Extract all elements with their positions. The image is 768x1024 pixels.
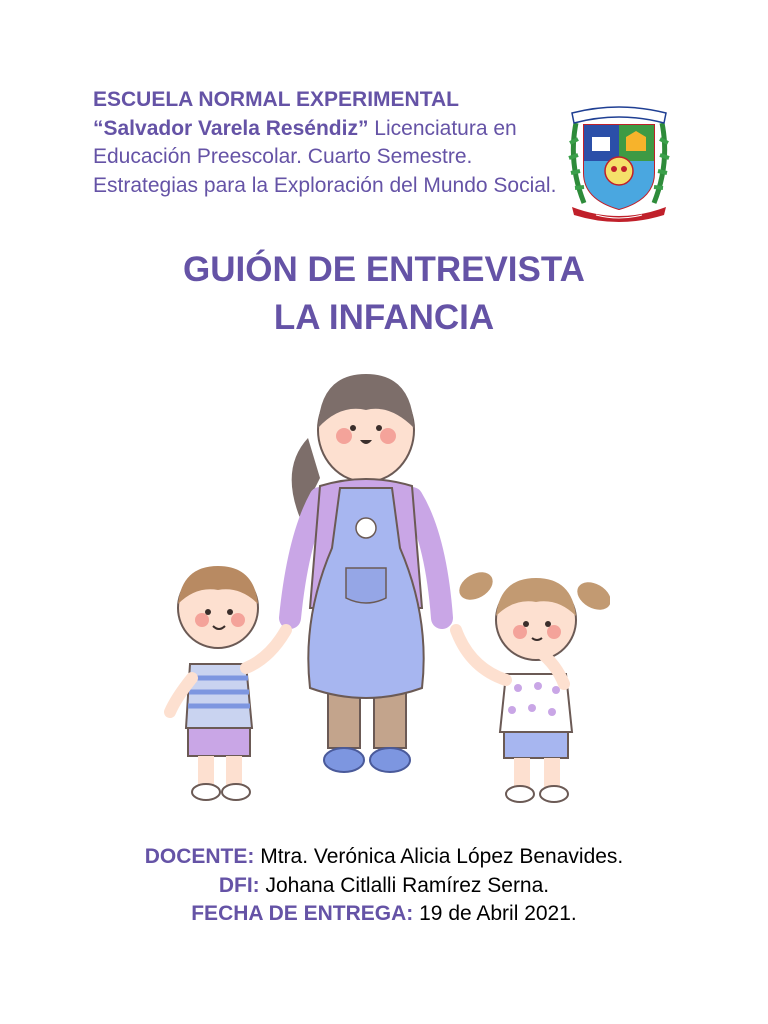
- due-date-label: FECHA DE ENTREGA:: [191, 902, 414, 925]
- student-line: [0, 874, 768, 898]
- teacher-line: [0, 845, 768, 869]
- teacher-label: DOCENTE:: [144, 845, 255, 868]
- document-title: GUIÓN DE ENTREVISTA: [183, 250, 585, 289]
- student-label: DFI:: [218, 874, 260, 897]
- teacher-name: Mtra. Verónica Alicia López Benavides.: [254, 845, 624, 868]
- program-text: [93, 115, 563, 201]
- school-type: ESCUELA NORMAL EXPERIMENTAL: [93, 88, 459, 111]
- institution-header: [93, 86, 563, 200]
- school-crest-icon: [566, 103, 672, 223]
- student-name: Johana Citlalli Ramírez Serna.: [259, 874, 550, 897]
- document-subtitle: LA INFANCIA: [273, 298, 495, 337]
- due-date-line: [0, 902, 768, 926]
- due-date-value: 19 de Abril 2021.: [413, 902, 577, 925]
- mother-with-two-children-illustration-icon: [160, 368, 610, 813]
- program-details: Licenciatura en Educación Preescolar. Cuarto Semestre. Estrategias para la Exploración del Mundo Social.: [93, 116, 557, 197]
- school-name: “Salvador Varela Reséndiz”: [93, 116, 369, 140]
